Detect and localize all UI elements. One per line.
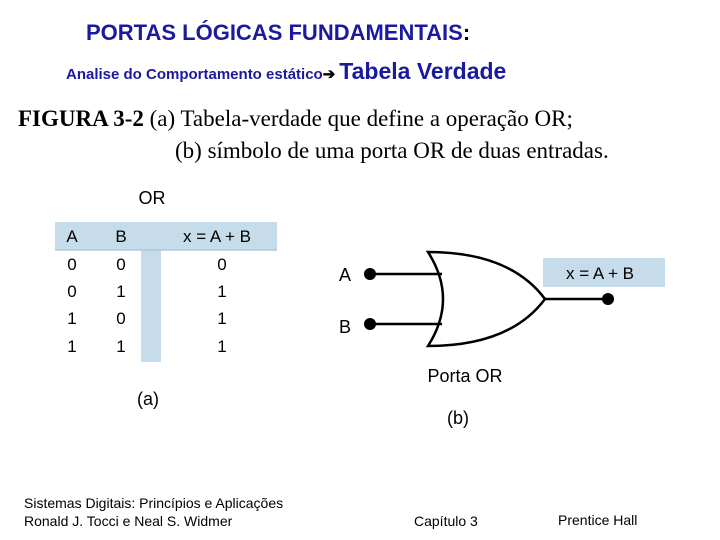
output-terminal: [602, 293, 614, 305]
table-cell: 1: [217, 282, 227, 301]
footer-book-title: Sistemas Digitais: Princípios e Aplicações: [24, 495, 284, 511]
title-colon: :: [462, 20, 471, 45]
or-gate-body: [428, 252, 545, 346]
title-text: PORTAS LÓGICAS FUNDAMENTAIS: [86, 20, 463, 45]
footer-authors: Ronald J. Tocci e Neal S. Widmer: [24, 513, 233, 529]
footer-chapter: Capítulo 3: [414, 513, 478, 529]
arrow-icon: ➔: [322, 66, 336, 83]
table-header-a: A: [66, 227, 78, 246]
or-gate-diagram: [339, 252, 665, 428]
table-divider-band: [141, 222, 161, 362]
input-b-label: B: [338, 317, 352, 337]
output-label: x = A + B: [565, 264, 635, 283]
table-cell: 0: [67, 255, 77, 274]
gate-caption-label: (b): [447, 408, 469, 428]
table-cell: 1: [116, 282, 126, 301]
table-title: OR: [138, 188, 166, 208]
table-cell: 1: [116, 337, 126, 356]
table-cell: 1: [217, 337, 227, 356]
truth-table: [55, 188, 277, 409]
gate-name: Porta OR: [427, 366, 503, 386]
input-a-label: A: [338, 265, 352, 285]
table-cell: 1: [67, 309, 77, 328]
table-header-b: B: [115, 227, 127, 246]
table-cell: 0: [67, 282, 77, 301]
subtitle-highlight: Tabela Verdade: [339, 58, 507, 84]
table-header-x: x = A + B: [182, 227, 252, 246]
figure-label: FIGURA 3-2: [18, 106, 144, 131]
caption-text-b: (b) símbolo de uma porta OR de duas entradas.: [175, 138, 609, 163]
table-cell: 0: [116, 255, 126, 274]
table-cell: 1: [67, 337, 77, 356]
table-cell: 1: [217, 309, 227, 328]
footer-publisher: Prentice Hall: [558, 512, 638, 528]
table-cell: 0: [217, 255, 227, 274]
subtitle-text: Analise do Comportamento estático: [66, 66, 323, 83]
table-caption-label: (a): [137, 389, 159, 409]
table-cell: 0: [116, 309, 126, 328]
caption-text-a: (a) Tabela-verdade que define a operação OR;: [149, 106, 573, 131]
